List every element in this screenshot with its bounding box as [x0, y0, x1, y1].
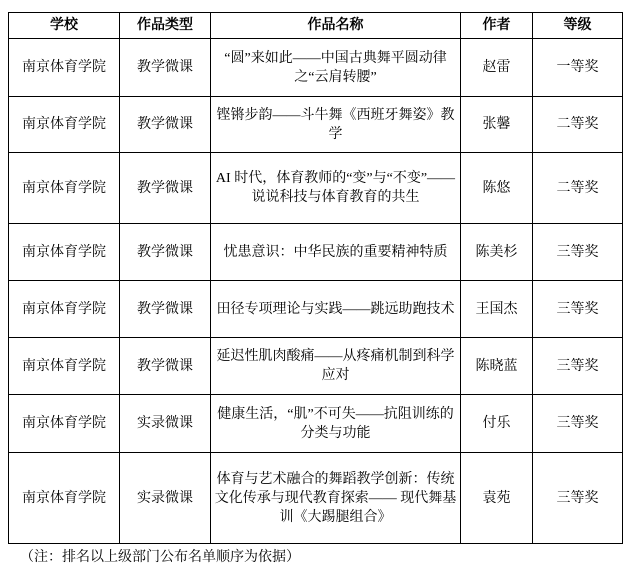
cell-type: 教学微课 — [120, 39, 211, 97]
table-row — [9, 453, 623, 544]
ranking-footnote: （注：排名以上级部门公布名单顺序为依据） — [20, 550, 300, 565]
cell-school: 南京体育学院 — [9, 338, 120, 395]
awards-table-body — [9, 39, 623, 544]
awards-table — [8, 12, 623, 544]
cell-title: 忧患意识：中华民族的重要精神特质 — [211, 224, 461, 281]
cell-author: 赵雷 — [461, 39, 533, 97]
cell-type: 实录微课 — [120, 453, 211, 544]
cell-award: 一等奖 — [533, 39, 623, 97]
cell-title: “圆”来如此——中国古典舞平圆动律之“云肩转腰” — [211, 39, 461, 97]
col-header-type: 作品类型 — [120, 13, 211, 39]
cell-author: 陈美杉 — [461, 224, 533, 281]
col-header-school: 学校 — [9, 13, 120, 39]
cell-school: 南京体育学院 — [9, 224, 120, 281]
cell-school: 南京体育学院 — [9, 395, 120, 453]
cell-type: 教学微课 — [120, 97, 211, 153]
cell-author: 陈悠 — [461, 153, 533, 224]
awards-table-container — [8, 12, 623, 544]
cell-type: 教学微课 — [120, 281, 211, 338]
cell-author: 张馨 — [461, 97, 533, 153]
table-row — [9, 97, 623, 153]
cell-author: 付乐 — [461, 395, 533, 453]
col-header-award: 等级 — [533, 13, 623, 39]
cell-award: 二等奖 — [533, 153, 623, 224]
cell-title: 铿锵步韵——斗牛舞《西班牙舞姿》教学 — [211, 97, 461, 153]
cell-author: 陈晓蓝 — [461, 338, 533, 395]
cell-award: 三等奖 — [533, 453, 623, 544]
cell-award: 三等奖 — [533, 395, 623, 453]
cell-author: 袁苑 — [461, 453, 533, 544]
table-row — [9, 153, 623, 224]
cell-school: 南京体育学院 — [9, 453, 120, 544]
col-header-title: 作品名称 — [211, 13, 461, 39]
cell-author: 王国杰 — [461, 281, 533, 338]
cell-type: 教学微课 — [120, 338, 211, 395]
cell-title: AI 时代，体育教师的“变”与“不变”——说说科技与体育教育的共生 — [211, 153, 461, 224]
cell-title: 延迟性肌肉酸痛——从疼痛机制到科学应对 — [211, 338, 461, 395]
cell-type: 教学微课 — [120, 224, 211, 281]
cell-award: 三等奖 — [533, 281, 623, 338]
cell-school: 南京体育学院 — [9, 153, 120, 224]
cell-title: 健康生活，“肌”不可失——抗阻训练的分类与功能 — [211, 395, 461, 453]
cell-school: 南京体育学院 — [9, 39, 120, 97]
cell-title: 田径专项理论与实践——跳远助跑技术 — [211, 281, 461, 338]
cell-award: 三等奖 — [533, 224, 623, 281]
cell-school: 南京体育学院 — [9, 281, 120, 338]
cell-type: 实录微课 — [120, 395, 211, 453]
table-row — [9, 395, 623, 453]
cell-award: 三等奖 — [533, 338, 623, 395]
cell-type: 教学微课 — [120, 153, 211, 224]
cell-school: 南京体育学院 — [9, 97, 120, 153]
col-header-author: 作者 — [461, 13, 533, 39]
table-row — [9, 224, 623, 281]
table-row — [9, 281, 623, 338]
cell-award: 二等奖 — [533, 97, 623, 153]
table-row — [9, 39, 623, 97]
table-row — [9, 338, 623, 395]
header-row — [9, 13, 623, 39]
cell-title: 体育与艺术融合的舞蹈教学创新：传统文化传承与现代教育探索—— 现代舞基训《大踢腿组合》 — [211, 453, 461, 544]
